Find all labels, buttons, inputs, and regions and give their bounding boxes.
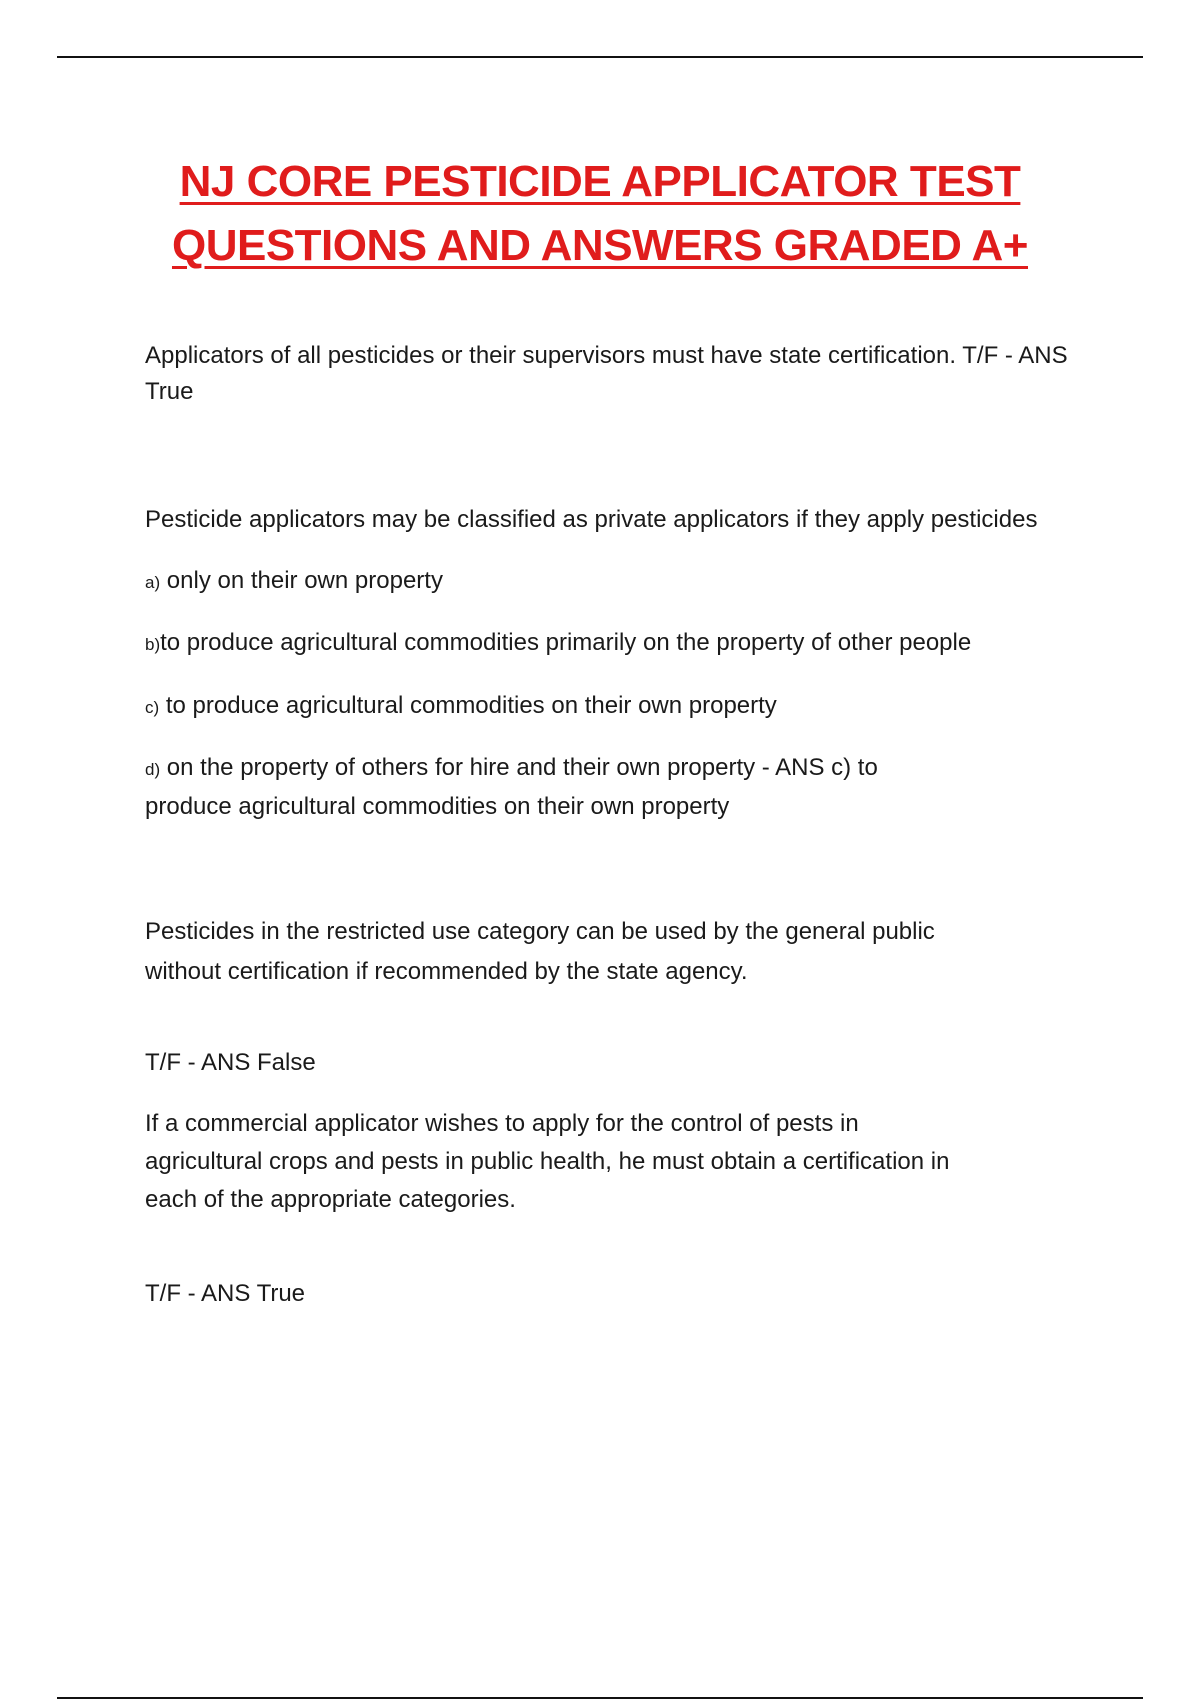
option-d-text: on the property of others for hire and their own property - ANS c) to (160, 754, 878, 781)
q1-text-line-1: Applicators of all pesticides or their supervisors must have state certification. T/F - ANS (145, 342, 1068, 369)
q3-answer: T/F - ANS False (145, 1049, 316, 1076)
top-rule (57, 56, 1143, 58)
q4-answer: T/F - ANS True (145, 1280, 306, 1307)
option-a-prefix: a) (145, 573, 161, 592)
q2-text: Pesticide applicators may be classified as private applicators if they apply pesticides (145, 506, 1038, 533)
q1-text-line-2: True (145, 378, 194, 405)
bottom-rule (57, 1697, 1143, 1699)
option-b-text: to produce agricultural commodities primarily on the property of other people (160, 629, 972, 656)
q3-text-line-2: without certification if recommended by the state agency. (145, 958, 748, 985)
option-c-prefix: c) (145, 698, 160, 717)
q2-option-c (145, 688, 777, 726)
q4-text-line-3: each of the appropriate categories. (145, 1186, 516, 1213)
document-title (0, 150, 1200, 278)
q4-text-line-2: agricultural crops and pests in public health, he must obtain a certification in (145, 1148, 950, 1175)
option-a-text: only on their own property (160, 567, 443, 594)
q2-option-d (145, 750, 878, 788)
title-line-1: NJ CORE PESTICIDE APPLICATOR TEST (179, 157, 1021, 206)
q2-answer-continuation: produce agricultural commodities on their own property (145, 793, 730, 820)
q2-option-a (145, 563, 443, 601)
q3-text-line-1: Pesticides in the restricted use category can be used by the general public (145, 918, 935, 945)
option-b-prefix: b) (145, 635, 161, 654)
q4-text-line-1: If a commercial applicator wishes to apply for the control of pests in (145, 1110, 859, 1137)
q2-option-b (145, 625, 971, 663)
option-d-prefix: d) (145, 760, 161, 779)
option-c-text: to produce agricultural commodities on their own property (159, 692, 777, 719)
title-line-2: QUESTIONS AND ANSWERS GRADED A+ (171, 221, 1028, 270)
